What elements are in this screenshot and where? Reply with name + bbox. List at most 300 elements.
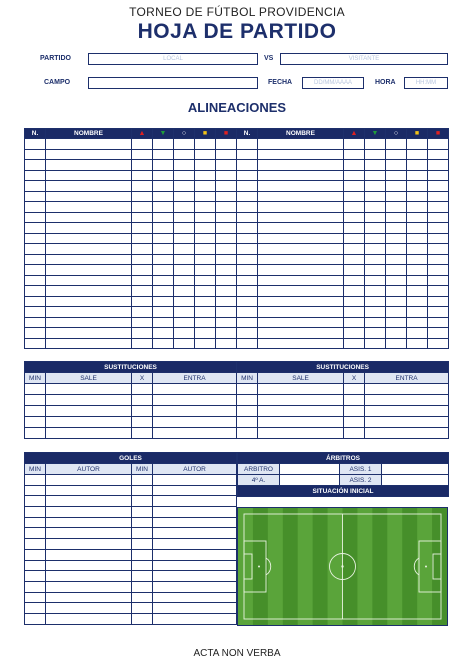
substitution-cell[interactable] [237, 406, 258, 417]
lineup-cell[interactable] [386, 317, 407, 328]
lineup-cell[interactable] [237, 265, 258, 276]
goal-cell[interactable] [46, 581, 132, 592]
lineup-cell[interactable] [195, 170, 216, 181]
lineup-cell[interactable] [46, 149, 132, 160]
lineup-cell[interactable] [237, 307, 258, 318]
lineup-cell[interactable] [195, 328, 216, 339]
lineup-cell[interactable] [428, 338, 449, 349]
lineup-cell[interactable] [344, 212, 365, 223]
lineup-cell[interactable] [365, 338, 386, 349]
lineup-cell[interactable] [407, 191, 428, 202]
lineup-cell[interactable] [407, 275, 428, 286]
substitution-cell[interactable] [344, 384, 365, 395]
lineup-cell[interactable] [46, 223, 132, 234]
lineup-cell[interactable] [258, 275, 344, 286]
substitution-cell[interactable] [46, 384, 132, 395]
lineup-cell[interactable] [428, 233, 449, 244]
lineup-cell[interactable] [386, 275, 407, 286]
lineup-cell[interactable] [386, 328, 407, 339]
lineup-cell[interactable] [174, 170, 195, 181]
substitution-cell[interactable] [46, 395, 132, 406]
lineup-cell[interactable] [25, 223, 46, 234]
lineup-cell[interactable] [25, 296, 46, 307]
lineup-cell[interactable] [407, 181, 428, 192]
goal-cell[interactable] [132, 571, 153, 582]
goal-cell[interactable] [153, 549, 237, 560]
lineup-cell[interactable] [46, 191, 132, 202]
lineup-cell[interactable] [46, 254, 132, 265]
substitution-cell[interactable] [237, 417, 258, 428]
lineup-cell[interactable] [132, 139, 153, 150]
lineup-cell[interactable] [195, 233, 216, 244]
lineup-cell[interactable] [258, 254, 344, 265]
lineup-cell[interactable] [25, 328, 46, 339]
lineup-cell[interactable] [428, 265, 449, 276]
lineup-cell[interactable] [386, 338, 407, 349]
goal-cell[interactable] [153, 560, 237, 571]
lineup-cell[interactable] [195, 181, 216, 192]
lineup-cell[interactable] [386, 191, 407, 202]
lineup-cell[interactable] [216, 296, 237, 307]
lineup-cell[interactable] [216, 244, 237, 255]
substitution-cell[interactable] [365, 384, 449, 395]
substitution-cell[interactable] [46, 428, 132, 439]
lineup-cell[interactable] [132, 275, 153, 286]
lineup-cell[interactable] [25, 170, 46, 181]
lineup-cell[interactable] [132, 191, 153, 202]
goal-cell[interactable] [132, 539, 153, 550]
visitante-team-field[interactable]: VISITANTE [280, 53, 448, 65]
lineup-cell[interactable] [153, 202, 174, 213]
lineup-cell[interactable] [174, 181, 195, 192]
substitution-cell[interactable] [237, 428, 258, 439]
fecha-field[interactable]: DD/MM/AAAA [302, 77, 364, 89]
lineup-cell[interactable] [344, 149, 365, 160]
lineup-cell[interactable] [25, 338, 46, 349]
lineup-cell[interactable] [386, 286, 407, 297]
lineup-cell[interactable] [25, 191, 46, 202]
lineup-cell[interactable] [46, 181, 132, 192]
substitution-cell[interactable] [365, 395, 449, 406]
goal-cell[interactable] [25, 539, 46, 550]
lineup-cell[interactable] [365, 212, 386, 223]
lineup-cell[interactable] [237, 328, 258, 339]
lineup-cell[interactable] [237, 338, 258, 349]
lineup-cell[interactable] [25, 265, 46, 276]
substitution-cell[interactable] [46, 406, 132, 417]
lineup-cell[interactable] [365, 286, 386, 297]
substitution-cell[interactable] [344, 406, 365, 417]
lineup-cell[interactable] [46, 265, 132, 276]
lineup-cell[interactable] [174, 202, 195, 213]
goal-cell[interactable] [25, 507, 46, 518]
lineup-cell[interactable] [174, 160, 195, 171]
lineup-cell[interactable] [407, 338, 428, 349]
asis1-field[interactable] [382, 464, 449, 475]
lineup-cell[interactable] [365, 170, 386, 181]
lineup-cell[interactable] [407, 286, 428, 297]
lineup-cell[interactable] [344, 139, 365, 150]
lineup-cell[interactable] [174, 212, 195, 223]
lineup-cell[interactable] [428, 202, 449, 213]
substitution-cell[interactable] [132, 384, 153, 395]
lineup-cell[interactable] [174, 223, 195, 234]
lineup-cell[interactable] [258, 265, 344, 276]
lineup-cell[interactable] [258, 212, 344, 223]
goal-cell[interactable] [25, 485, 46, 496]
goal-cell[interactable] [132, 496, 153, 507]
lineup-cell[interactable] [237, 254, 258, 265]
lineup-cell[interactable] [428, 149, 449, 160]
substitution-cell[interactable] [258, 384, 344, 395]
lineup-cell[interactable] [428, 191, 449, 202]
goal-cell[interactable] [132, 528, 153, 539]
lineup-cell[interactable] [258, 296, 344, 307]
lineup-cell[interactable] [428, 286, 449, 297]
goal-cell[interactable] [153, 496, 237, 507]
lineup-cell[interactable] [344, 317, 365, 328]
lineup-cell[interactable] [216, 139, 237, 150]
local-team-field[interactable]: LOCAL [88, 53, 258, 65]
lineup-cell[interactable] [344, 286, 365, 297]
goal-cell[interactable] [25, 603, 46, 614]
substitution-cell[interactable] [132, 406, 153, 417]
lineup-cell[interactable] [365, 244, 386, 255]
lineup-cell[interactable] [407, 307, 428, 318]
lineup-cell[interactable] [407, 233, 428, 244]
lineup-cell[interactable] [174, 233, 195, 244]
lineup-cell[interactable] [195, 244, 216, 255]
lineup-cell[interactable] [237, 181, 258, 192]
lineup-cell[interactable] [365, 223, 386, 234]
lineup-cell[interactable] [344, 265, 365, 276]
lineup-cell[interactable] [25, 244, 46, 255]
lineup-cell[interactable] [344, 181, 365, 192]
lineup-cell[interactable] [46, 296, 132, 307]
goal-cell[interactable] [25, 549, 46, 560]
lineup-cell[interactable] [153, 328, 174, 339]
lineup-cell[interactable] [386, 254, 407, 265]
lineup-cell[interactable] [153, 191, 174, 202]
lineup-cell[interactable] [46, 275, 132, 286]
lineup-cell[interactable] [216, 265, 237, 276]
lineup-cell[interactable] [365, 307, 386, 318]
lineup-cell[interactable] [153, 212, 174, 223]
lineup-cell[interactable] [132, 149, 153, 160]
lineup-cell[interactable] [237, 212, 258, 223]
goal-cell[interactable] [132, 560, 153, 571]
lineup-cell[interactable] [195, 307, 216, 318]
lineup-cell[interactable] [428, 254, 449, 265]
lineup-cell[interactable] [344, 191, 365, 202]
lineup-cell[interactable] [428, 307, 449, 318]
lineup-cell[interactable] [407, 139, 428, 150]
substitution-cell[interactable] [365, 406, 449, 417]
lineup-cell[interactable] [132, 212, 153, 223]
substitution-cell[interactable] [132, 395, 153, 406]
goal-cell[interactable] [25, 581, 46, 592]
lineup-cell[interactable] [153, 181, 174, 192]
substitution-cell[interactable] [153, 417, 237, 428]
lineup-cell[interactable] [46, 233, 132, 244]
lineup-cell[interactable] [258, 202, 344, 213]
goal-cell[interactable] [132, 517, 153, 528]
lineup-cell[interactable] [195, 265, 216, 276]
lineup-cell[interactable] [258, 307, 344, 318]
lineup-cell[interactable] [174, 254, 195, 265]
campo-field[interactable] [88, 77, 258, 89]
lineup-cell[interactable] [46, 202, 132, 213]
substitution-cell[interactable] [132, 417, 153, 428]
substitution-cell[interactable] [25, 417, 46, 428]
lineup-cell[interactable] [365, 191, 386, 202]
lineup-cell[interactable] [25, 202, 46, 213]
goal-cell[interactable] [153, 592, 237, 603]
lineup-cell[interactable] [344, 223, 365, 234]
lineup-cell[interactable] [428, 296, 449, 307]
lineup-cell[interactable] [365, 317, 386, 328]
goal-cell[interactable] [153, 517, 237, 528]
lineup-cell[interactable] [174, 296, 195, 307]
substitution-cell[interactable] [153, 428, 237, 439]
lineup-cell[interactable] [174, 307, 195, 318]
lineup-cell[interactable] [195, 296, 216, 307]
goal-cell[interactable] [46, 549, 132, 560]
lineup-cell[interactable] [258, 286, 344, 297]
lineup-cell[interactable] [153, 170, 174, 181]
lineup-cell[interactable] [216, 202, 237, 213]
lineup-cell[interactable] [174, 275, 195, 286]
goal-cell[interactable] [25, 592, 46, 603]
goal-cell[interactable] [132, 549, 153, 560]
asis2-field[interactable] [382, 475, 449, 486]
goal-cell[interactable] [153, 539, 237, 550]
lineup-cell[interactable] [25, 286, 46, 297]
lineup-cell[interactable] [195, 212, 216, 223]
lineup-cell[interactable] [25, 233, 46, 244]
lineup-cell[interactable] [216, 149, 237, 160]
lineup-cell[interactable] [428, 170, 449, 181]
substitution-cell[interactable] [153, 395, 237, 406]
lineup-cell[interactable] [216, 181, 237, 192]
lineup-cell[interactable] [365, 149, 386, 160]
substitution-cell[interactable] [25, 384, 46, 395]
lineup-cell[interactable] [386, 212, 407, 223]
lineup-cell[interactable] [132, 170, 153, 181]
lineup-cell[interactable] [407, 223, 428, 234]
lineup-cell[interactable] [386, 233, 407, 244]
goal-cell[interactable] [46, 496, 132, 507]
lineup-cell[interactable] [365, 265, 386, 276]
substitution-cell[interactable] [344, 428, 365, 439]
lineup-cell[interactable] [237, 160, 258, 171]
lineup-cell[interactable] [216, 160, 237, 171]
lineup-cell[interactable] [174, 149, 195, 160]
lineup-cell[interactable] [344, 307, 365, 318]
lineup-cell[interactable] [344, 170, 365, 181]
lineup-cell[interactable] [195, 139, 216, 150]
goal-cell[interactable] [25, 560, 46, 571]
lineup-cell[interactable] [174, 286, 195, 297]
lineup-cell[interactable] [386, 296, 407, 307]
lineup-cell[interactable] [132, 307, 153, 318]
substitution-cell[interactable] [258, 417, 344, 428]
lineup-cell[interactable] [407, 317, 428, 328]
lineup-cell[interactable] [365, 181, 386, 192]
lineup-cell[interactable] [195, 286, 216, 297]
goal-cell[interactable] [46, 571, 132, 582]
lineup-cell[interactable] [132, 265, 153, 276]
lineup-cell[interactable] [25, 149, 46, 160]
lineup-cell[interactable] [386, 181, 407, 192]
lineup-cell[interactable] [428, 139, 449, 150]
goal-cell[interactable] [46, 485, 132, 496]
lineup-cell[interactable] [258, 170, 344, 181]
lineup-cell[interactable] [153, 160, 174, 171]
lineup-cell[interactable] [237, 296, 258, 307]
lineup-cell[interactable] [428, 328, 449, 339]
lineup-cell[interactable] [407, 265, 428, 276]
goal-cell[interactable] [46, 517, 132, 528]
lineup-cell[interactable] [195, 338, 216, 349]
lineup-cell[interactable] [25, 307, 46, 318]
lineup-cell[interactable] [237, 170, 258, 181]
goal-cell[interactable] [46, 603, 132, 614]
lineup-cell[interactable] [237, 233, 258, 244]
lineup-cell[interactable] [407, 160, 428, 171]
lineup-cell[interactable] [132, 328, 153, 339]
goal-cell[interactable] [132, 485, 153, 496]
lineup-cell[interactable] [46, 307, 132, 318]
goal-cell[interactable] [153, 475, 237, 486]
lineup-cell[interactable] [25, 317, 46, 328]
lineup-cell[interactable] [407, 328, 428, 339]
substitution-cell[interactable] [237, 384, 258, 395]
goal-cell[interactable] [25, 517, 46, 528]
goal-cell[interactable] [46, 528, 132, 539]
lineup-cell[interactable] [153, 307, 174, 318]
lineup-cell[interactable] [428, 181, 449, 192]
lineup-cell[interactable] [237, 244, 258, 255]
lineup-cell[interactable] [344, 160, 365, 171]
lineup-cell[interactable] [46, 286, 132, 297]
goal-cell[interactable] [153, 581, 237, 592]
lineup-cell[interactable] [258, 160, 344, 171]
lineup-cell[interactable] [216, 286, 237, 297]
lineup-cell[interactable] [258, 149, 344, 160]
lineup-cell[interactable] [153, 286, 174, 297]
lineup-cell[interactable] [153, 265, 174, 276]
goal-cell[interactable] [153, 603, 237, 614]
substitution-cell[interactable] [132, 428, 153, 439]
lineup-cell[interactable] [174, 265, 195, 276]
lineup-cell[interactable] [237, 286, 258, 297]
lineup-cell[interactable] [153, 338, 174, 349]
lineup-cell[interactable] [344, 202, 365, 213]
goal-cell[interactable] [46, 560, 132, 571]
lineup-cell[interactable] [25, 275, 46, 286]
lineup-cell[interactable] [46, 160, 132, 171]
lineup-cell[interactable] [216, 328, 237, 339]
lineup-cell[interactable] [132, 233, 153, 244]
lineup-cell[interactable] [386, 265, 407, 276]
lineup-cell[interactable] [216, 223, 237, 234]
lineup-cell[interactable] [258, 181, 344, 192]
substitution-cell[interactable] [46, 417, 132, 428]
lineup-cell[interactable] [258, 223, 344, 234]
lineup-cell[interactable] [365, 160, 386, 171]
goal-cell[interactable] [132, 603, 153, 614]
goal-cell[interactable] [46, 507, 132, 518]
lineup-cell[interactable] [237, 149, 258, 160]
lineup-cell[interactable] [174, 244, 195, 255]
goal-cell[interactable] [132, 592, 153, 603]
lineup-cell[interactable] [386, 223, 407, 234]
substitution-cell[interactable] [258, 428, 344, 439]
lineup-cell[interactable] [153, 244, 174, 255]
substitution-cell[interactable] [153, 406, 237, 417]
lineup-cell[interactable] [132, 286, 153, 297]
lineup-cell[interactable] [46, 170, 132, 181]
lineup-cell[interactable] [195, 254, 216, 265]
lineup-cell[interactable] [344, 338, 365, 349]
lineup-cell[interactable] [46, 328, 132, 339]
lineup-cell[interactable] [174, 139, 195, 150]
goal-cell[interactable] [132, 475, 153, 486]
lineup-cell[interactable] [153, 223, 174, 234]
lineup-cell[interactable] [428, 275, 449, 286]
lineup-cell[interactable] [344, 328, 365, 339]
lineup-cell[interactable] [216, 275, 237, 286]
lineup-cell[interactable] [153, 275, 174, 286]
lineup-cell[interactable] [153, 139, 174, 150]
substitution-cell[interactable] [258, 395, 344, 406]
lineup-cell[interactable] [344, 254, 365, 265]
lineup-cell[interactable] [407, 149, 428, 160]
goal-cell[interactable] [25, 613, 46, 624]
lineup-cell[interactable] [407, 170, 428, 181]
lineup-cell[interactable] [386, 139, 407, 150]
lineup-cell[interactable] [258, 328, 344, 339]
lineup-cell[interactable] [258, 317, 344, 328]
lineup-cell[interactable] [237, 202, 258, 213]
lineup-cell[interactable] [25, 254, 46, 265]
lineup-cell[interactable] [174, 191, 195, 202]
goal-cell[interactable] [132, 507, 153, 518]
lineup-cell[interactable] [153, 254, 174, 265]
lineup-cell[interactable] [46, 244, 132, 255]
lineup-cell[interactable] [153, 149, 174, 160]
lineup-cell[interactable] [237, 317, 258, 328]
lineup-cell[interactable] [216, 233, 237, 244]
goal-cell[interactable] [25, 571, 46, 582]
lineup-cell[interactable] [428, 223, 449, 234]
lineup-cell[interactable] [428, 160, 449, 171]
lineup-cell[interactable] [428, 317, 449, 328]
lineup-cell[interactable] [195, 223, 216, 234]
goal-cell[interactable] [46, 613, 132, 624]
goal-cell[interactable] [25, 475, 46, 486]
lineup-cell[interactable] [386, 160, 407, 171]
goal-cell[interactable] [25, 528, 46, 539]
lineup-cell[interactable] [132, 223, 153, 234]
lineup-cell[interactable] [407, 296, 428, 307]
lineup-cell[interactable] [132, 202, 153, 213]
lineup-cell[interactable] [258, 233, 344, 244]
lineup-cell[interactable] [174, 338, 195, 349]
lineup-cell[interactable] [216, 307, 237, 318]
lineup-cell[interactable] [258, 191, 344, 202]
